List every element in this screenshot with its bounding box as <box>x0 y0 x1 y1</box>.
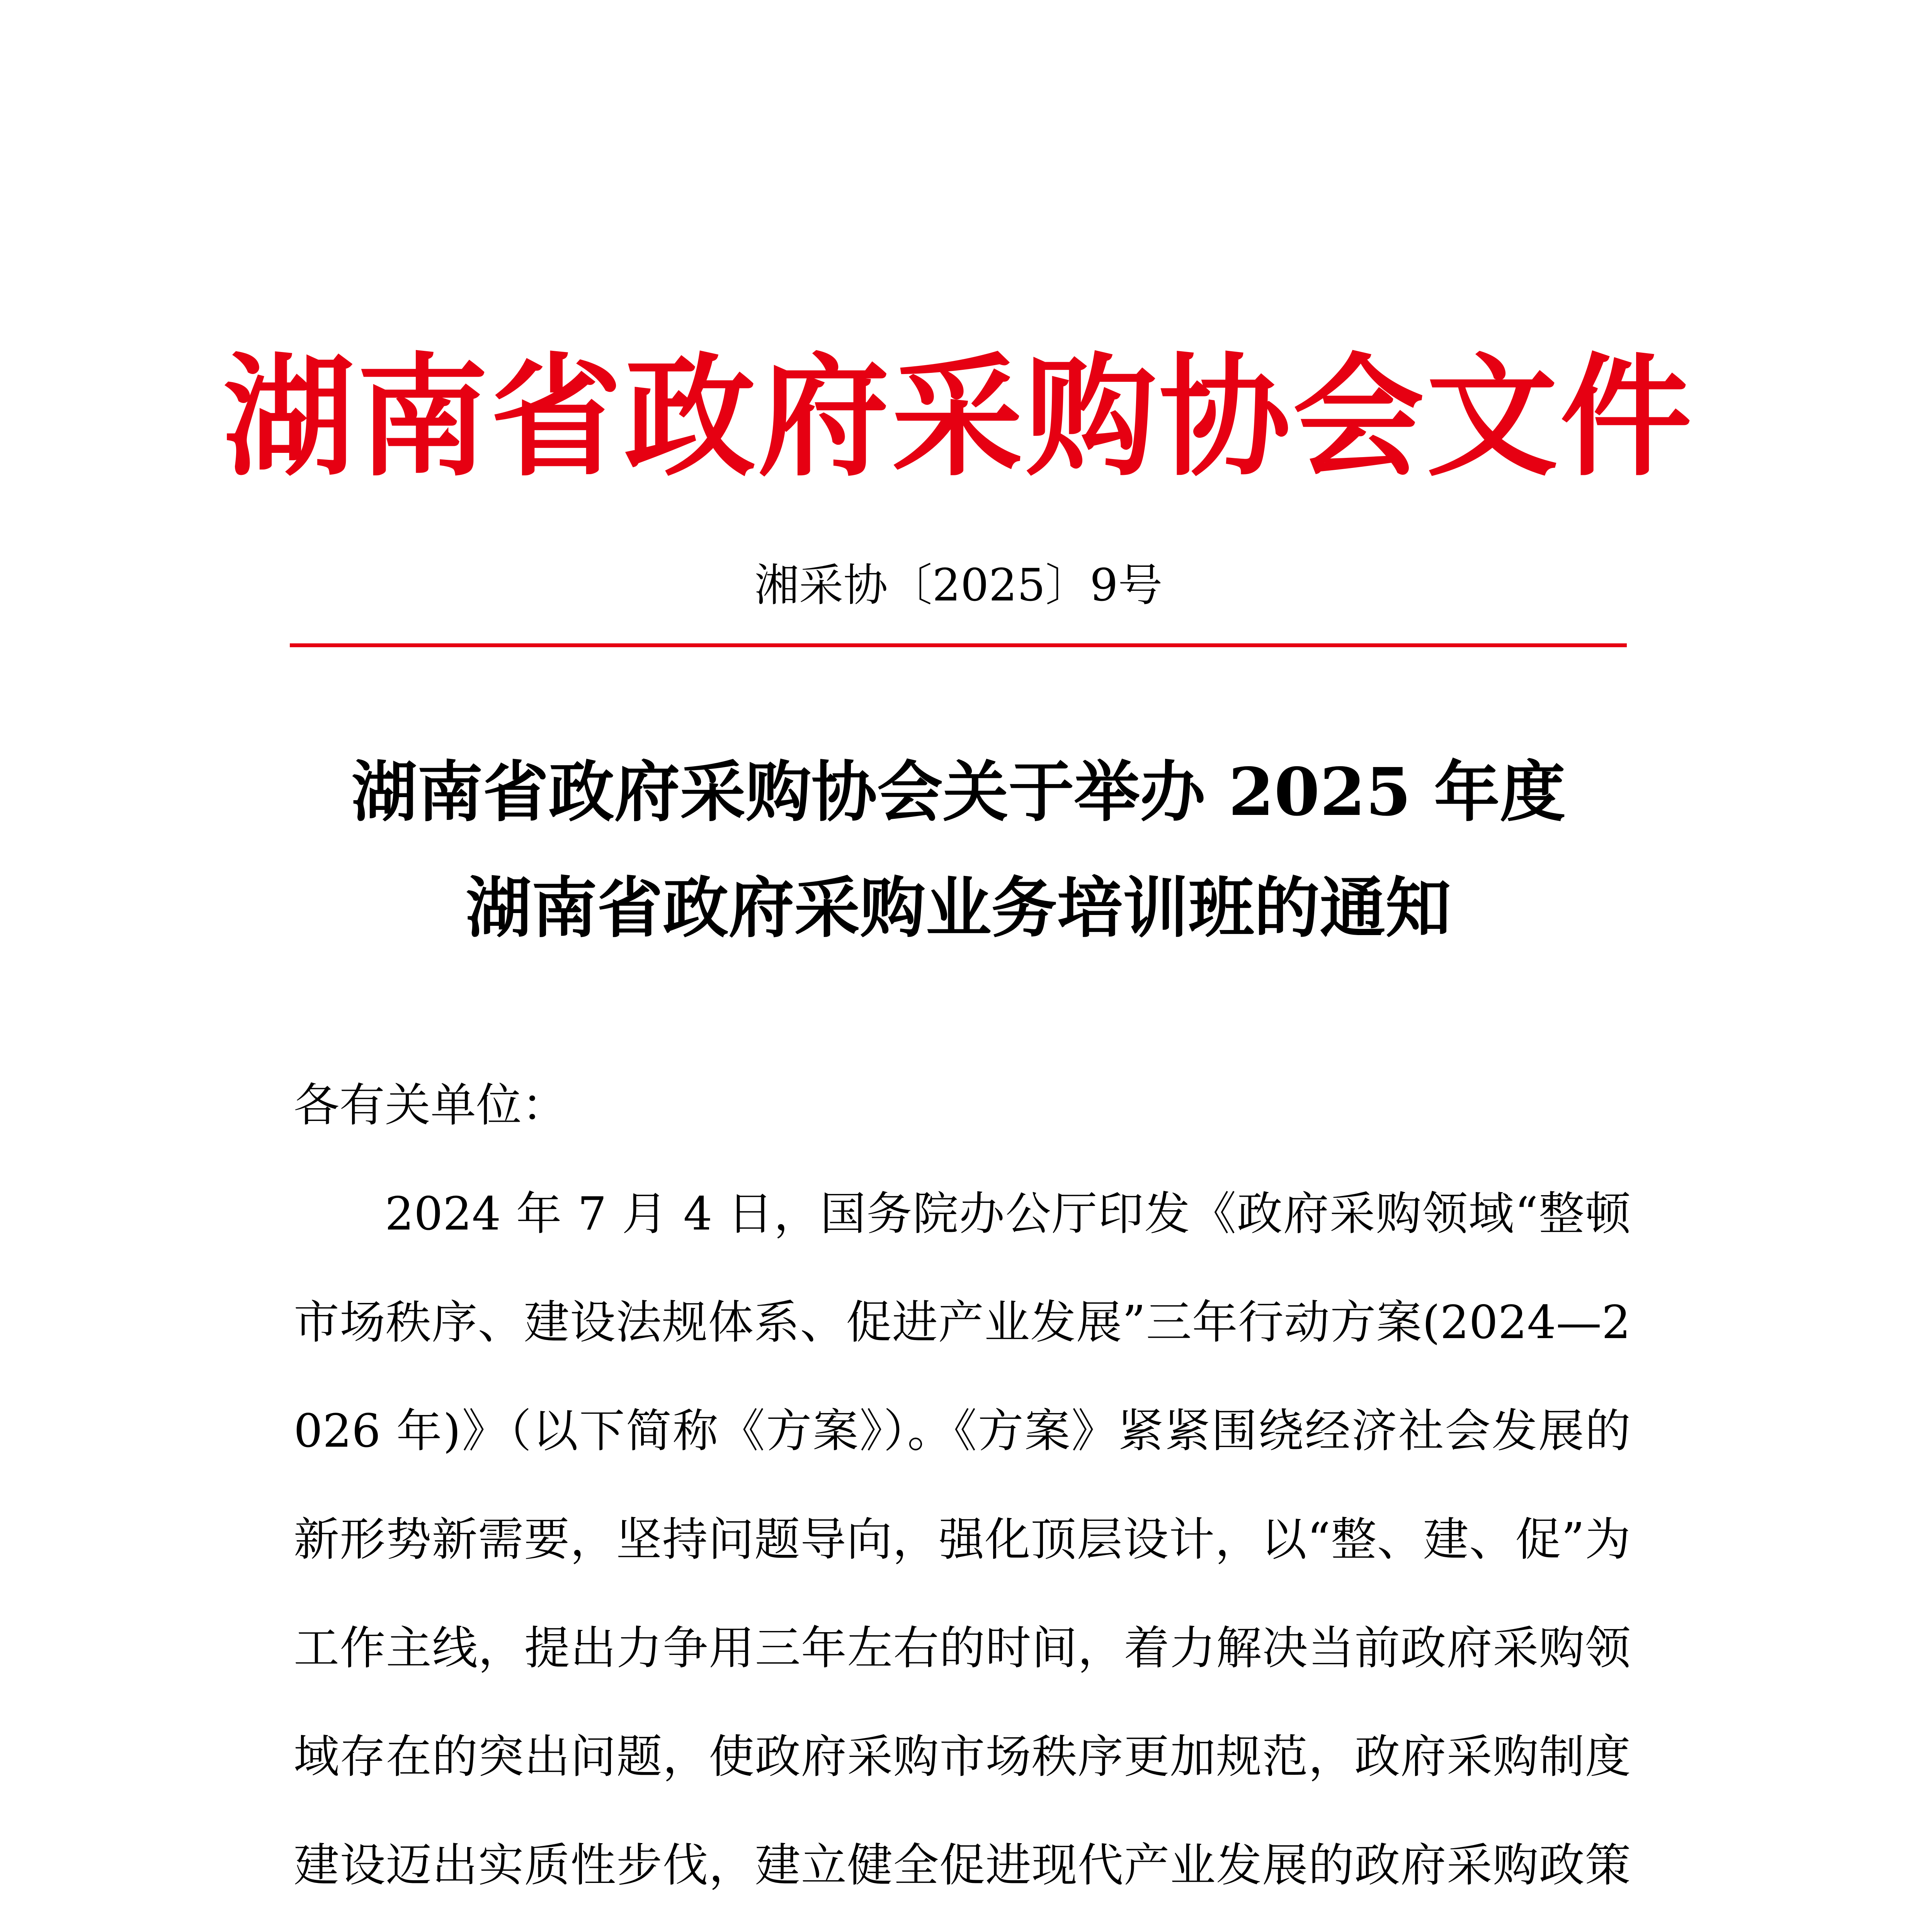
salutation: 各有关单位： <box>294 1078 568 1132</box>
notice-body <box>294 1051 1631 1932</box>
notice-title-line-2: 湖南省政府采购业务培训班的通知 <box>466 869 1451 947</box>
paragraph-background: 2024 年 7 月 4 日，国务院办公厅印发《政府采购领域“整顿市场秩序、建设法规体系、促进产业发展”三年行动方案(2024—2026 年)》（以下简称《方案》）。《方案》紧紧围绕经济社会发展的新形势新需要，坚持问题导向，强化顶层设计，以“整、建、促”为工作主线，提出力争用三年左右的时间，着力解决当前政府采购领域存在的突出问题，使政府采购市场秩序更加规范，政府采购制度建设迈出实质性步伐，建立健全促进现代产业发展的政府采购政策 <box>294 1187 1631 1892</box>
org-header-title: 湖南省政府采购协会文件 <box>223 340 1694 494</box>
red-divider-line <box>290 643 1627 647</box>
document-number: 湘采协〔2025〕9号 <box>754 560 1163 611</box>
notice-title <box>0 734 1917 966</box>
notice-title-line-1: 湖南省政府采购协会关于举办 2025 年度 <box>351 753 1566 831</box>
